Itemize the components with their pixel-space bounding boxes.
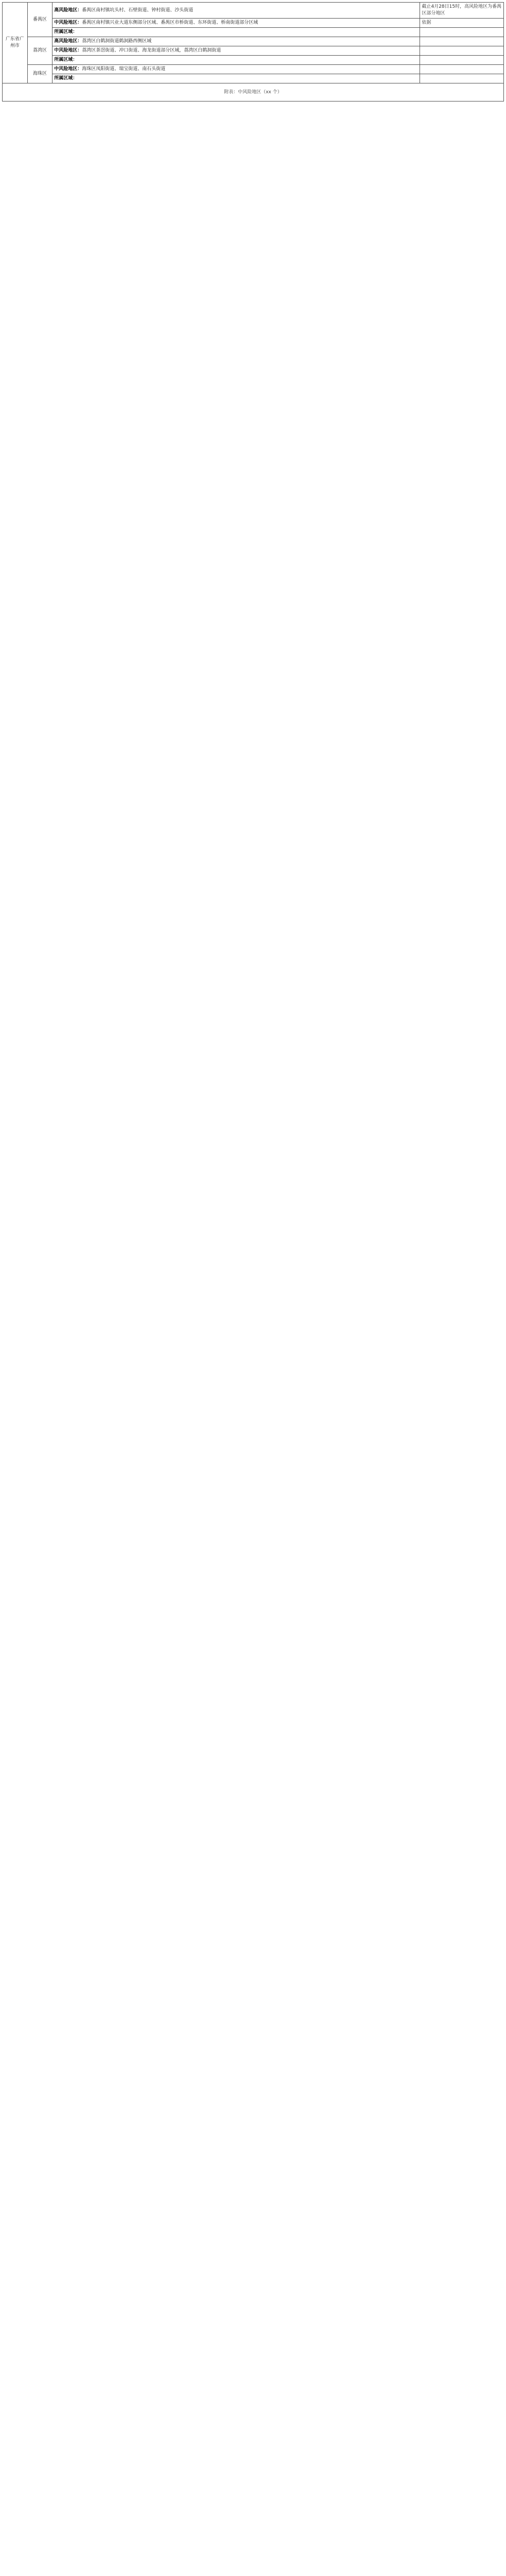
table-row	[3, 74, 504, 83]
county-cell: 番禺区	[27, 3, 53, 37]
note-cell: 截止4月28日15时，高风险地区为番禺区部分地区	[420, 3, 504, 19]
detail-label: 高风险地区：	[54, 39, 82, 44]
region-cell: 广东省广州市	[3, 3, 28, 83]
table-row	[3, 37, 504, 46]
note-cell: 依据	[420, 19, 504, 28]
note-cell	[420, 37, 504, 46]
detail-text: 番禺区南村镇坑头村、石壁街道、钟村街道、沙头街道	[82, 7, 194, 13]
detail-label: 所属区域：	[54, 57, 78, 62]
detail-cell	[53, 19, 420, 28]
detail-text: 荔湾区茶滘街道、冲口街道、海龙街道部分区域，荔湾区白鹤洞街道	[82, 48, 221, 53]
detail-cell	[53, 28, 420, 37]
note-cell	[420, 65, 504, 74]
detail-cell	[53, 37, 420, 46]
detail-label: 高风险地区：	[54, 7, 82, 13]
risk-table	[2, 2, 504, 101]
detail-text: 海珠区凤阳街道、瑞宝街道、南石头街道	[82, 66, 166, 72]
detail-cell	[53, 56, 420, 65]
table-row	[3, 28, 504, 37]
table-row	[3, 46, 504, 56]
detail-text: 番禺区南村镇兴业大道东侧部分区域、番禺区市桥街道、东环街道、桥南街道部分区域	[82, 20, 258, 25]
table-row	[3, 3, 504, 19]
table-row	[3, 19, 504, 28]
note-cell	[420, 28, 504, 37]
detail-label: 所属区域：	[54, 29, 78, 35]
note-cell	[420, 74, 504, 83]
detail-cell	[53, 74, 420, 83]
footer-cell: 附表：中风险地区（xx 个）	[3, 83, 504, 101]
detail-cell	[53, 46, 420, 56]
note-cell	[420, 46, 504, 56]
note-cell	[420, 56, 504, 65]
footer-row	[3, 83, 504, 101]
detail-cell	[53, 3, 420, 19]
data-sheet	[2, 2, 504, 101]
table-row	[3, 56, 504, 65]
detail-label: 所属区域：	[54, 76, 78, 81]
detail-cell	[53, 65, 420, 74]
county-cell: 荔湾区	[27, 37, 53, 65]
detail-label: 中风险地区：	[54, 48, 82, 53]
risk-table-body	[3, 3, 504, 101]
detail-text: 荔湾区白鹤洞街道鹤洞路西侧区域	[82, 39, 152, 44]
table-row	[3, 65, 504, 74]
county-cell: 海珠区	[27, 65, 53, 83]
detail-label: 中风险地区：	[54, 20, 82, 25]
detail-label: 中风险地区：	[54, 66, 82, 72]
